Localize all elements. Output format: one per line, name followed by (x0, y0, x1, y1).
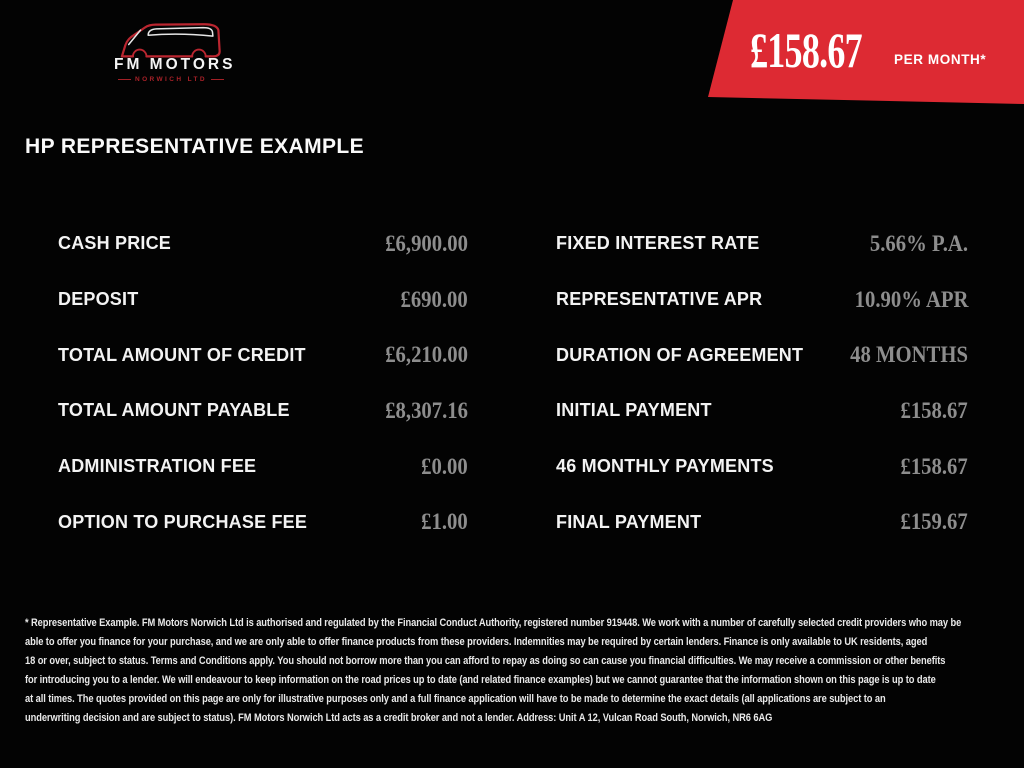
table-row (556, 216, 968, 272)
row-label: DEPOSIT (58, 289, 139, 310)
table-row (556, 272, 968, 328)
brand-name: FM MOTORS (114, 56, 236, 73)
row-value: £690.00 (400, 286, 468, 312)
row-value: £6,900.00 (385, 230, 468, 256)
row-label: 46 MONTHLY PAYMENTS (556, 456, 774, 477)
row-value: £6,210.00 (385, 342, 468, 368)
table-row (556, 327, 968, 383)
row-value: £0.00 (421, 453, 468, 479)
table-row (58, 383, 468, 439)
table-row (556, 383, 968, 439)
subtitle-dash-left (118, 79, 131, 80)
brand-logo (114, 22, 236, 83)
table-row (556, 439, 968, 495)
table-row (58, 494, 468, 550)
row-value: 48 MONTHS (850, 342, 968, 368)
row-label: TOTAL AMOUNT OF CREDIT (58, 344, 306, 365)
monthly-price: £158.67 (750, 22, 862, 78)
disclaimer-text (25, 614, 1011, 727)
row-value: £1.00 (421, 509, 468, 535)
row-value: 10.90% APR (854, 286, 968, 312)
disclaimer-line: able to offer you finance for your purchase, and we are only able to offer finance products from these providers. Indemnities may be required by certain lenders. Finance is only available to UK residents, aged (25, 635, 928, 648)
table-row (58, 272, 468, 328)
brand-subtitle-row (114, 76, 228, 83)
table-row (58, 216, 468, 272)
row-value: £158.67 (900, 453, 968, 479)
row-label: INITIAL PAYMENT (556, 400, 712, 421)
row-label: DURATION OF AGREEMENT (556, 344, 804, 365)
table-row (58, 439, 468, 495)
brand-subtitle: NORWICH LTD (134, 76, 207, 83)
page-title: HP REPRESENTATIVE EXAMPLE (25, 135, 365, 158)
row-label: FINAL PAYMENT (556, 511, 702, 532)
row-value: £158.67 (900, 397, 968, 423)
row-label: ADMINISTRATION FEE (58, 456, 257, 477)
row-label: REPRESENTATIVE APR (556, 289, 763, 310)
row-label: CASH PRICE (58, 233, 172, 254)
monthly-price-suffix: PER MONTH* (894, 52, 987, 67)
subtitle-dash-right (211, 79, 224, 80)
row-label: TOTAL AMOUNT PAYABLE (58, 400, 290, 421)
finance-right-column (556, 216, 968, 550)
row-value: 5.66% P.A. (869, 230, 968, 256)
disclaimer-line: for introducing you to a lender. We will endeavour to keep information on the road prices up to date (and related finance examples) but we cannot guarantee that the information shown on this page is up to date (25, 673, 936, 686)
row-label: FIXED INTEREST RATE (556, 233, 760, 254)
finance-left-column (58, 216, 468, 550)
row-label: OPTION TO PURCHASE FEE (58, 511, 308, 532)
disclaimer-line: at all times. The quotes provided on this page are only for illustrative purposes only and a full finance application will have to be made to determine the exact details (all applications are subject to an (25, 692, 886, 705)
row-value: £159.67 (900, 509, 968, 535)
disclaimer-line: 18 or over, subject to status. Terms and Conditions apply. You should not borrow more than you can afford to repay as doing so can cause you financial difficulties. We may receive a commission or other benefits (25, 654, 946, 667)
finance-table (58, 216, 968, 550)
table-row (556, 494, 968, 550)
disclaimer-line: * Representative Example. FM Motors Norwich Ltd is authorised and regulated by the Financial Conduct Authority, registered number 919448. We work with a number of carefully selected credit providers who may be (25, 617, 962, 629)
row-value: £8,307.16 (385, 397, 468, 423)
disclaimer-line: underwriting decision and are subject to status). FM Motors Norwich Ltd acts as a credit broker and not a lender. Address: Unit A 12, Vulcan Road South, Norwich, NR6 6AG (25, 711, 773, 724)
table-row (58, 327, 468, 383)
